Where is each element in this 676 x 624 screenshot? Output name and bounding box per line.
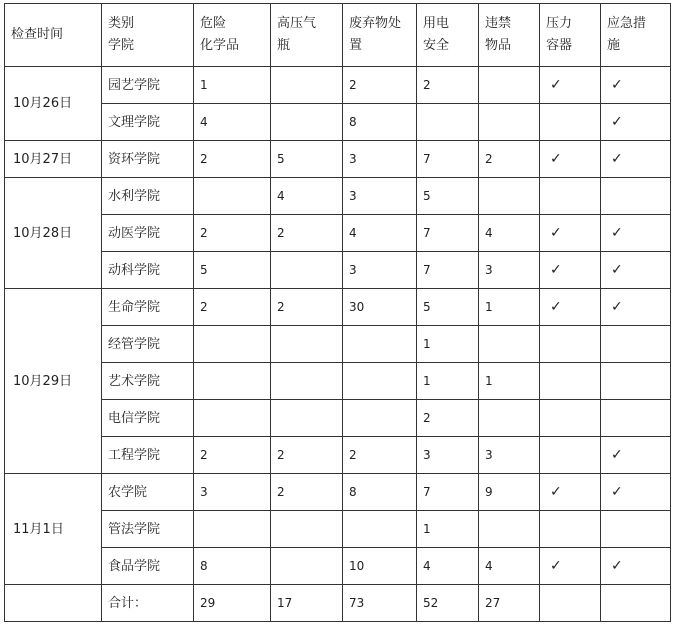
header-category: 类别 学院 xyxy=(102,4,194,67)
value-cell xyxy=(194,178,271,215)
date-cell: 10月28日 xyxy=(5,178,102,289)
check-cell: ✓ xyxy=(601,289,671,326)
table-body xyxy=(5,4,671,622)
check-cell: ✓ xyxy=(540,215,601,252)
value-cell xyxy=(271,104,343,141)
value-cell: 1 xyxy=(417,511,479,548)
value-cell xyxy=(194,400,271,437)
value-cell: 1 xyxy=(194,67,271,104)
value-cell xyxy=(271,67,343,104)
value-cell: 3 xyxy=(194,474,271,511)
date-cell: 10月26日 xyxy=(5,67,102,141)
check-cell xyxy=(540,400,601,437)
value-cell xyxy=(194,511,271,548)
check-cell: ✓ xyxy=(601,141,671,178)
value-cell: 7 xyxy=(417,252,479,289)
value-cell: 4 xyxy=(194,104,271,141)
value-cell: 8 xyxy=(343,104,417,141)
value-cell: 4 xyxy=(271,178,343,215)
value-cell xyxy=(343,511,417,548)
header-row xyxy=(5,4,671,67)
table-row xyxy=(5,252,671,289)
value-cell xyxy=(194,363,271,400)
value-cell xyxy=(271,363,343,400)
check-cell: ✓ xyxy=(601,215,671,252)
value-cell: 2 xyxy=(417,67,479,104)
check-cell: ✓ xyxy=(601,474,671,511)
value-cell: 5 xyxy=(417,289,479,326)
check-cell xyxy=(540,326,601,363)
value-cell xyxy=(479,400,540,437)
date-cell: 11月1日 xyxy=(5,474,102,585)
value-cell xyxy=(479,104,540,141)
value-cell: 2 xyxy=(271,215,343,252)
college-cell: 资环学院 xyxy=(102,141,194,178)
value-cell xyxy=(343,326,417,363)
value-cell xyxy=(271,252,343,289)
college-cell: 农学院 xyxy=(102,474,194,511)
college-cell: 经管学院 xyxy=(102,326,194,363)
total-value-cell: 27 xyxy=(479,585,540,622)
value-cell: 4 xyxy=(417,548,479,585)
college-cell: 管法学院 xyxy=(102,511,194,548)
table-row xyxy=(5,437,671,474)
value-cell: 2 xyxy=(417,400,479,437)
check-cell xyxy=(540,437,601,474)
header-col-4: 违禁 物品 xyxy=(479,4,540,67)
header-col-3: 用电 安全 xyxy=(417,4,479,67)
college-cell: 电信学院 xyxy=(102,400,194,437)
college-cell: 艺术学院 xyxy=(102,363,194,400)
college-cell: 工程学院 xyxy=(102,437,194,474)
value-cell: 4 xyxy=(343,215,417,252)
value-cell xyxy=(271,511,343,548)
value-cell xyxy=(343,400,417,437)
value-cell: 30 xyxy=(343,289,417,326)
value-cell: 2 xyxy=(343,67,417,104)
total-value-cell xyxy=(601,585,671,622)
college-cell: 动医学院 xyxy=(102,215,194,252)
value-cell: 7 xyxy=(417,141,479,178)
total-label: 合计： xyxy=(102,585,194,622)
value-cell: 5 xyxy=(417,178,479,215)
value-cell xyxy=(271,400,343,437)
header-date: 检查时间 xyxy=(5,4,102,67)
value-cell: 1 xyxy=(417,326,479,363)
header-col-5: 压力 容器 xyxy=(540,4,601,67)
value-cell xyxy=(271,326,343,363)
table-row xyxy=(5,178,671,215)
table-row xyxy=(5,215,671,252)
total-date-cell xyxy=(5,585,102,622)
value-cell: 2 xyxy=(479,141,540,178)
check-cell: ✓ xyxy=(601,67,671,104)
value-cell: 9 xyxy=(479,474,540,511)
header-col-0: 危险 化学品 xyxy=(194,4,271,67)
college-cell: 水利学院 xyxy=(102,178,194,215)
check-cell xyxy=(540,363,601,400)
total-row xyxy=(5,585,671,622)
header-col-1: 高压气 瓶 xyxy=(271,4,343,67)
value-cell: 5 xyxy=(194,252,271,289)
value-cell xyxy=(194,326,271,363)
value-cell: 2 xyxy=(194,215,271,252)
value-cell: 3 xyxy=(343,178,417,215)
value-cell: 3 xyxy=(479,437,540,474)
value-cell: 4 xyxy=(479,548,540,585)
value-cell xyxy=(479,326,540,363)
header-col-2: 废弃物处 置 xyxy=(343,4,417,67)
table-row xyxy=(5,141,671,178)
table-row xyxy=(5,67,671,104)
check-cell: ✓ xyxy=(540,474,601,511)
table-row xyxy=(5,548,671,585)
check-cell: ✓ xyxy=(601,437,671,474)
table-row xyxy=(5,511,671,548)
college-cell: 食品学院 xyxy=(102,548,194,585)
value-cell: 1 xyxy=(479,363,540,400)
value-cell: 3 xyxy=(417,437,479,474)
total-value-cell: 29 xyxy=(194,585,271,622)
value-cell: 2 xyxy=(194,437,271,474)
table-row xyxy=(5,289,671,326)
check-cell xyxy=(601,363,671,400)
check-cell: ✓ xyxy=(601,548,671,585)
value-cell: 5 xyxy=(271,141,343,178)
date-cell: 10月27日 xyxy=(5,141,102,178)
check-cell xyxy=(601,511,671,548)
value-cell: 2 xyxy=(271,289,343,326)
check-cell xyxy=(540,178,601,215)
total-value-cell xyxy=(540,585,601,622)
check-cell xyxy=(540,511,601,548)
date-cell: 10月29日 xyxy=(5,289,102,474)
table-row xyxy=(5,326,671,363)
check-cell: ✓ xyxy=(540,141,601,178)
total-value-cell: 73 xyxy=(343,585,417,622)
value-cell xyxy=(479,67,540,104)
value-cell: 4 xyxy=(479,215,540,252)
value-cell: 3 xyxy=(479,252,540,289)
value-cell xyxy=(479,178,540,215)
value-cell xyxy=(271,548,343,585)
value-cell: 7 xyxy=(417,474,479,511)
check-cell: ✓ xyxy=(601,252,671,289)
table-row xyxy=(5,474,671,511)
value-cell: 1 xyxy=(417,363,479,400)
table-row xyxy=(5,400,671,437)
value-cell: 2 xyxy=(271,474,343,511)
value-cell: 8 xyxy=(194,548,271,585)
value-cell: 2 xyxy=(194,141,271,178)
college-cell: 动科学院 xyxy=(102,252,194,289)
check-cell xyxy=(601,326,671,363)
college-cell: 生命学院 xyxy=(102,289,194,326)
total-value-cell: 17 xyxy=(271,585,343,622)
value-cell: 8 xyxy=(343,474,417,511)
value-cell: 7 xyxy=(417,215,479,252)
value-cell: 3 xyxy=(343,141,417,178)
college-cell: 园艺学院 xyxy=(102,67,194,104)
value-cell: 2 xyxy=(194,289,271,326)
college-cell: 文理学院 xyxy=(102,104,194,141)
value-cell: 2 xyxy=(271,437,343,474)
value-cell: 10 xyxy=(343,548,417,585)
check-cell: ✓ xyxy=(540,252,601,289)
check-cell: ✓ xyxy=(601,104,671,141)
total-value-cell: 52 xyxy=(417,585,479,622)
table-row xyxy=(5,363,671,400)
value-cell: 3 xyxy=(343,252,417,289)
check-cell: ✓ xyxy=(540,289,601,326)
check-cell xyxy=(540,104,601,141)
value-cell xyxy=(343,363,417,400)
value-cell: 1 xyxy=(479,289,540,326)
check-cell xyxy=(601,400,671,437)
check-cell: ✓ xyxy=(540,67,601,104)
table-row xyxy=(5,104,671,141)
value-cell: 2 xyxy=(343,437,417,474)
inspection-table xyxy=(4,3,671,622)
check-cell: ✓ xyxy=(540,548,601,585)
header-col-6: 应急措 施 xyxy=(601,4,671,67)
value-cell xyxy=(417,104,479,141)
check-cell xyxy=(601,178,671,215)
value-cell xyxy=(479,511,540,548)
